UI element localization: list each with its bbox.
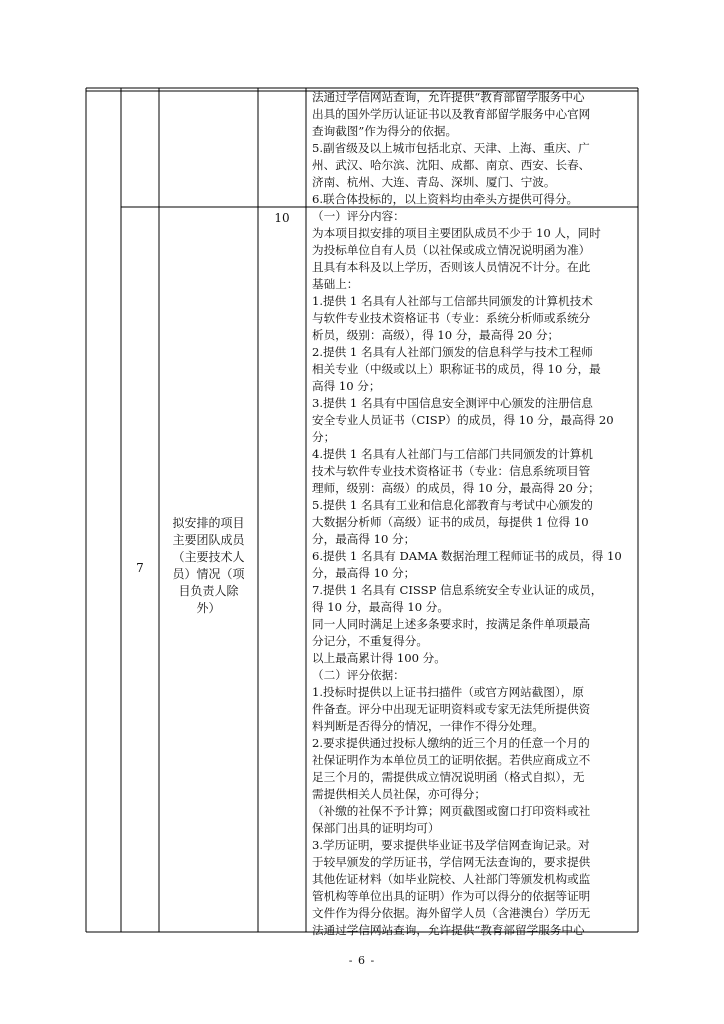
criteria-line: 高得 10 分； [312, 379, 381, 393]
criteria-line: 文件作为得分依据。海外留学人员（含港澳台）学历无 [312, 906, 591, 920]
criteria-line: 3.学历证明，要求提供毕业证书及学信网查询记录。对 [312, 838, 590, 852]
criteria-line: 2.要求提供通过投标人缴纳的近三个月的任意一个月的 [312, 736, 590, 750]
criteria-line: 安全专业人员证书（CISP）的成员，得 10 分，最高得 20 [312, 413, 614, 427]
row-number-value: 7 [136, 561, 144, 575]
criteria-line: （一）评分内容： [312, 209, 405, 223]
criteria-line: 与软件专业技术资格证书（专业：系统分析师或系统分 [312, 311, 591, 325]
criteria-line: 为投标单位自有人员（以社保或成立情况说明函为准） [312, 243, 591, 257]
item-name-line: 目负责人除 [178, 584, 239, 598]
item-name-line: 主要团队成员 [172, 533, 245, 547]
text-line: 济南、杭州、大连、青岛、深圳、厦门、宁波。 [312, 175, 556, 189]
criteria-line: 4.提供 1 名具有人社部门与工信部门共同颁发的计算机 [312, 447, 593, 461]
criteria-line: 1.提供 1 名具有人社部与工信部共同颁发的计算机技术 [312, 294, 593, 308]
criteria-line: 大数据分析师（高级）证书的成员，每提供 1 位得 10 [312, 515, 589, 529]
previous-row-criteria-continuation [312, 89, 590, 208]
criteria-line: 技术与软件专业技术资格证书（专业：信息系统项目管 [312, 464, 591, 478]
criteria-line: 其他佐证材料（如毕业院校、人社部门等颁发机构或监 [312, 872, 591, 886]
criteria-line: 6.提供 1 名具有 DAMA 数据治理工程师证书的成员，得 10 [312, 549, 622, 563]
text-line: 州、武汉、哈尔滨、沈阳、成都、南京、西安、长春、 [312, 158, 591, 172]
item-name-cell [160, 515, 257, 617]
text-line: 法通过学信网站查询，允许提供“教育部留学服务中心 [312, 90, 585, 104]
criteria-line: 基础上： [312, 277, 359, 291]
criteria-line: 于较早颁发的学历证书，学信网无法查询的，要求提供 [312, 855, 591, 869]
criteria-line: 2.提供 1 名具有人社部门颁发的信息科学与技术工程师 [312, 345, 593, 359]
score-cell [259, 210, 305, 227]
item-name-line: （主要技术人 [172, 550, 245, 564]
item-name-line: 外） [196, 601, 221, 615]
criteria-line: 1.投标时提供以上证书扫描件（或官方网站截图），原 [312, 685, 584, 699]
criteria-line: 分，最高得 10 分； [312, 532, 416, 546]
criteria-line: 5.提供 1 名具有工业和信息化部教育与考试中心颁发的 [312, 498, 593, 512]
criteria-line: 3.提供 1 名具有中国信息安全测评中心颁发的注册信息 [312, 396, 593, 410]
criteria-line: 相关专业（中级或以上）职称证书的成员，得 10 分，最 [312, 362, 601, 376]
criteria-line: 析员，级别：高级），得 10 分，最高得 20 分； [312, 328, 560, 342]
criteria-line: 需提供相关人员社保，亦可得分； [312, 787, 486, 801]
text-line: 5.副省级及以上城市包括北京、天津、上海、重庆、广 [312, 141, 590, 155]
criteria-line: 保部门出具的证明均可） [312, 821, 440, 835]
row-number [121, 560, 159, 577]
criteria-line: 为本项目拟安排的项目主要团队成员不少于 10 人，同时 [312, 226, 601, 240]
criteria-line: 料判断是否得分的情况，一律作不得分处理。 [312, 719, 544, 733]
scoring-criteria-cell [312, 208, 622, 939]
criteria-line: 法通过学信网站查询，允许提供“教育部留学服务中心 [312, 923, 585, 937]
criteria-line: 且具有本科及以上学历，否则该人员情况不计分。在此 [312, 260, 591, 274]
criteria-line: 件备查。评分中出现无证明资料或专家无法凭所提供资 [312, 702, 591, 716]
item-name-line: 员）情况（项 [172, 567, 245, 581]
item-name-line: 拟安排的项目 [172, 516, 245, 530]
criteria-line: （补缴的社保不予计算；网页截图或窗口打印资料或社 [312, 804, 591, 818]
criteria-line: 以上最高累计得 100 分。 [312, 651, 446, 665]
criteria-line: 分； [312, 430, 336, 444]
criteria-line: 得 10 分，最高得 10 分。 [312, 600, 449, 614]
criteria-line: 社保证明作为本单位员工的证明依据。若供应商成立不 [312, 753, 591, 767]
criteria-line: 管机构等单位出具的证明）作为可以得分的依据等证明 [312, 889, 591, 903]
score-value: 10 [274, 211, 290, 225]
page-number: - 6 - [348, 954, 376, 967]
criteria-line: 7.提供 1 名具有 CISSP 信息系统安全专业认证的成员， [312, 583, 603, 597]
criteria-line: 分，最高得 10 分； [312, 566, 416, 580]
criteria-line: 同一人同时满足上述多条要求时，按满足条件单项最高 [312, 617, 591, 631]
text-line: 出具的国外学历认证证书以及教育部留学服务中心官网 [312, 107, 591, 121]
criteria-line: 分记分，不重复得分。 [312, 634, 428, 648]
text-line: 6.联合体投标的，以上资料均由牵头方提供可得分。 [312, 192, 579, 206]
criteria-line: 理师，级别：高级）的成员，得 10 分，最高得 20 分； [312, 481, 600, 495]
text-line: 查询截图”作为得分的依据。 [312, 124, 458, 138]
criteria-line: 足三个月的，需提供成立情况说明函（格式自拟），无 [312, 770, 585, 784]
criteria-line: （二）评分依据： [312, 668, 405, 682]
